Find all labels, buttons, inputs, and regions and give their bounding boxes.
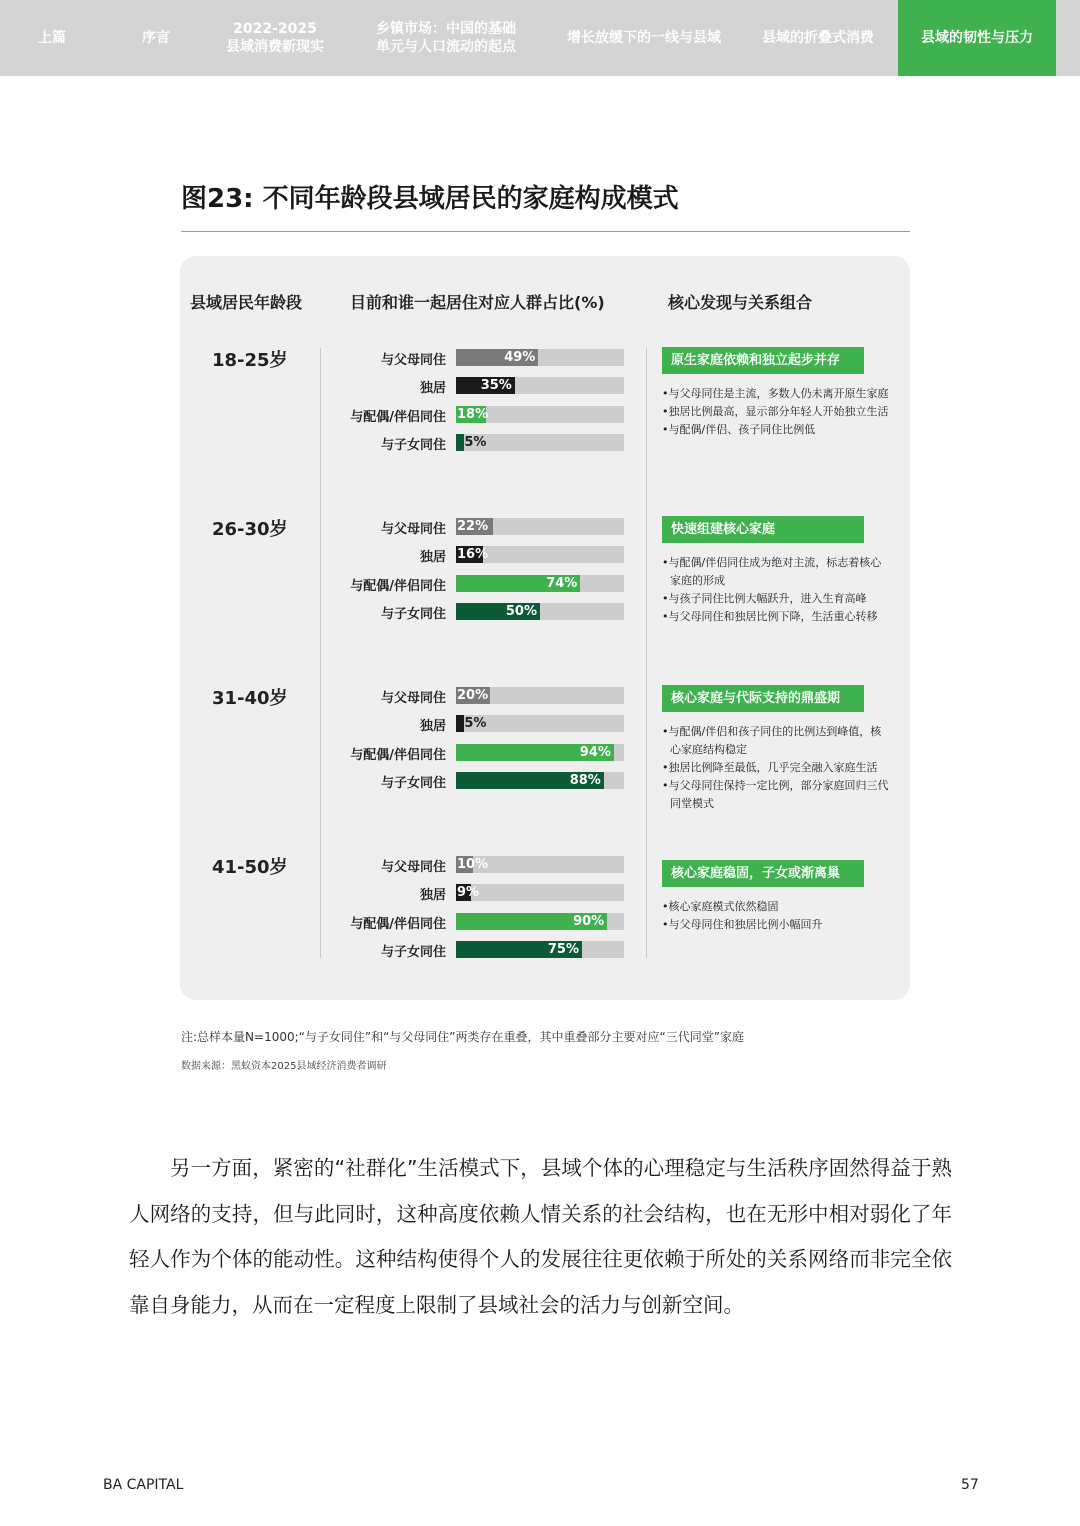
finding-title: 原生家庭依赖和独立起步并存 — [662, 347, 864, 374]
nav-tab-label: 乡镇市场：中国的基础 单元与人口流动的起点 — [376, 21, 516, 55]
nav-tab-folded-consumption[interactable] — [738, 0, 898, 76]
bar-category-label: 独居 — [419, 888, 446, 903]
bar-category-label: 与子女同住 — [380, 776, 446, 791]
finding-bullet: •与父母同住保持一定比例，部分家庭回归三代同堂模式 — [662, 779, 889, 810]
bar — [456, 715, 464, 732]
bar-category-label: 独居 — [419, 719, 446, 734]
finding-bullets — [662, 385, 890, 439]
finding-bullet: •与父母同住和独居比例小幅回升 — [662, 918, 823, 931]
bar-value-label: 90% — [573, 914, 605, 929]
bar-track — [456, 546, 624, 563]
bar-track — [456, 941, 624, 958]
bar-track — [456, 687, 624, 704]
nav-tab-label: 增长放缓下的一线与县域 — [567, 30, 721, 46]
bar-track — [456, 575, 624, 592]
bar-value-label: 10% — [457, 857, 489, 872]
nav-tab-resilience[interactable] — [898, 0, 1056, 76]
nav-tab-township-market[interactable] — [342, 0, 550, 76]
bar-value-label: 74% — [546, 576, 578, 591]
finding-bullet: •与配偶/伴侣、孩子同住比例低 — [662, 423, 816, 436]
bar — [456, 434, 464, 451]
nav-tab-slowdown[interactable] — [550, 0, 738, 76]
finding-title: 核心家庭与代际支持的鼎盛期 — [662, 685, 864, 712]
bar-track — [456, 913, 624, 930]
body-paragraph: 另一方面，紧密的“社群化”生活模式下，县域个体的心理稳定与生活秩序固然得益于熟人网络的支持，但与此同时，这种高度依赖人情关系的社会结构，也在无形中相对弱化了年轻人作为个体的能动性。这种结构使得个人的发展往往更依赖于所处的关系网络而非完全依靠自身能力，从而在一定程度上限制了县域社会的活力与创新空间。 — [129, 1156, 952, 1317]
bar-value-label: 22% — [457, 519, 489, 534]
bar-track — [456, 772, 624, 789]
finding-bullet: •独居比例最高，显示部分年轻人开始独立生活 — [662, 405, 889, 418]
finding-bullet: •独居比例降至最低，几乎完全融入家庭生活 — [662, 761, 878, 774]
bar-track — [456, 715, 624, 732]
bar-track — [456, 406, 624, 423]
bar-track — [456, 884, 624, 901]
col-header-share: 目前和谁一起居住对应人群占比(%) — [350, 293, 605, 312]
bar-value-label: 20% — [457, 688, 489, 703]
bar-category-label: 与配偶/伴侣同住 — [350, 410, 446, 425]
bar-value-label: 49% — [504, 350, 536, 365]
bar-category-label: 与父母同住 — [380, 522, 446, 537]
bar-category-label: 与父母同住 — [380, 353, 446, 368]
finding-bullets — [662, 554, 882, 626]
bar-value-label: 16% — [457, 547, 489, 562]
bar-track — [456, 603, 624, 620]
bar-track — [456, 744, 624, 761]
bar-track — [456, 434, 624, 451]
col-header-age: 县域居民年龄段 — [190, 293, 303, 312]
bar-track — [456, 856, 624, 873]
bar-track — [456, 349, 624, 366]
nav-tab-part1[interactable] — [0, 0, 104, 76]
footer-brand: BA CAPITAL — [103, 1477, 184, 1493]
bar-track — [456, 518, 624, 535]
bar-value-label: 50% — [505, 604, 537, 619]
title-divider — [181, 231, 910, 232]
nav-tab-preface[interactable] — [104, 0, 208, 76]
finding-bullet: •与配偶/伴侣和孩子同住的比例达到峰值，核心家庭结构稳定 — [662, 725, 882, 756]
finding-bullets — [662, 723, 890, 813]
bar-value-label: 5% — [464, 435, 487, 450]
bar-value-label: 75% — [547, 942, 579, 957]
bar-value-label: 94% — [579, 745, 611, 760]
finding-bullet: •与配偶/伴侣同住成为绝对主流，标志着核心家庭的形成 — [662, 556, 882, 587]
bar-category-label: 与子女同住 — [380, 945, 446, 960]
finding-bullet: •与父母同住是主流，多数人仍未离开原生家庭 — [662, 387, 889, 400]
chart-source: 数据来源：黑蚁资本2025县域经济消费者调研 — [181, 1061, 387, 1072]
bar-category-label: 独居 — [419, 550, 446, 565]
age-group-label: 41-50岁 — [212, 857, 288, 878]
figure-title: 图23: 不同年龄段县域居民的家庭构成模式 — [181, 184, 679, 214]
bar-track — [456, 377, 624, 394]
finding-bullet: •与孩子同住比例大幅跃升，进入生育高峰 — [662, 592, 867, 605]
top-nav — [0, 0, 1080, 76]
bar-value-label: 9% — [457, 885, 480, 900]
bar-category-label: 与子女同住 — [380, 607, 446, 622]
nav-tab-label: 县域的折叠式消费 — [762, 30, 874, 46]
nav-tab-label: 2022-2025 县域消费新现实 — [226, 21, 324, 55]
bar-category-label: 独居 — [419, 381, 446, 396]
chart-note: 注:总样本量N=1000;“与子女同住”和“与父母同住”两类存在重叠，其中重叠部分主要对应“三代同堂”家庭 — [181, 1030, 744, 1044]
nav-tab-label: 上篇 — [38, 30, 66, 46]
bar-value-label: 35% — [480, 378, 512, 393]
age-group-label: 18-25岁 — [212, 350, 288, 371]
finding-bullets — [662, 898, 890, 934]
bar-value-label: 18% — [457, 407, 489, 422]
bar-category-label: 与配偶/伴侣同住 — [350, 748, 446, 763]
finding-bullet: •与父母同住和独居比例下降，生活重心转移 — [662, 610, 878, 623]
nav-tab-label: 序言 — [142, 30, 170, 46]
bar-category-label: 与配偶/伴侣同住 — [350, 579, 446, 594]
age-group-label: 31-40岁 — [212, 688, 288, 709]
bar-category-label: 与父母同住 — [380, 860, 446, 875]
bar-value-label: 88% — [569, 773, 601, 788]
bar-category-label: 与子女同住 — [380, 438, 446, 453]
right-divider — [646, 348, 647, 958]
col-header-findings: 核心发现与关系组合 — [668, 293, 813, 312]
page-number: 57 — [961, 1477, 979, 1493]
bar-category-label: 与父母同住 — [380, 691, 446, 706]
nav-tab-label: 县域的韧性与压力 — [921, 30, 1033, 46]
bar-category-label: 与配偶/伴侣同住 — [350, 917, 446, 932]
finding-title: 快速组建核心家庭 — [662, 516, 864, 543]
age-group-label: 26-30岁 — [212, 519, 288, 540]
nav-tab-new-reality[interactable] — [208, 0, 342, 76]
bar-value-label: 5% — [464, 716, 487, 731]
finding-title: 核心家庭稳固，子女或渐离巢 — [662, 860, 864, 887]
finding-bullet: •核心家庭模式依然稳固 — [662, 900, 779, 913]
